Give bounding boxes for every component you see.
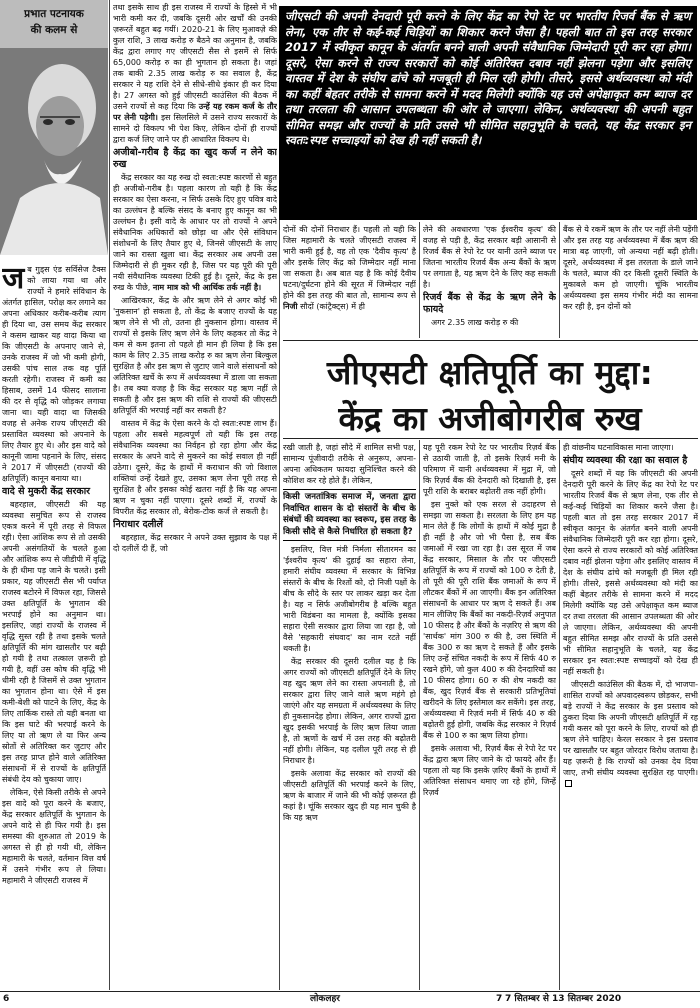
section-subhead: वादे से मुकरी केंद्र सरकार	[2, 486, 91, 497]
article-paragraph: दूसरे शब्दों में यह कि जीएसटी की अपनी देनदारी पूरी करने के लिए केंद्र का रेपो रेट पर भारतीय रिजर्व बैंक से ऋण लेना, एक तीर से कई-कई चिड़ियों का शिकार करने जैसा है। पहली बात तो इस तरह सरकार 2017 में स्वीकृत कानून के अंतर्गत बनने वाली अपनी संवैधानिक जिम्मेदारी पूरी कर रहा होगा। दूसरे, ऐसा करने से राज्य सरकारों को कोई अतिरिक्त दबाव नहीं झेलना पड़ेगा और इसलिए वास्तव में देश के संघीय ढांचे को मजबूती ही मिल रही होगी। तीसरे, इससे अर्थव्यवस्था को मंदी का कहीं बेहतर तरीके से सामना करने में मदद मिलेगी क्योंकि यह उसे अपेक्षाकृत कम ब्याज दर तथा तरलता की आसान उपलब्धता की ओर ले जाएगा। लेकिन, अर्थव्यवस्था की अपनी बहुत सीमित समझ और राज्यों के प्रति उससे भी सीमित सहानुभूति के चलते, यह केंद्र सरकार इन स्वतः:स्पष्ट सच्चाइयों को देख ही नहीं सकती है।	[563, 469, 698, 676]
lower-column-3	[283, 442, 416, 990]
lower-column-4	[423, 442, 556, 990]
column-divider	[559, 440, 560, 990]
byline-subtitle: की कलम से	[30, 24, 78, 36]
column-divider	[419, 222, 420, 338]
author-photo	[0, 48, 108, 255]
article-paragraph: अगर 2.35 लाख करोड़ रु की	[431, 318, 519, 327]
lower-column-5	[563, 442, 698, 990]
article-column-1	[2, 264, 106, 992]
headline-line-2: केंद्र का अजीबोगरीब रुख	[338, 399, 642, 438]
column-divider	[559, 222, 560, 338]
article-paragraph: केंद्र सरकार का यह रुख दो स्वतः:स्पष्ट कारणों से बहुत ही अजीबो-गरीब है। पहला कारण तो यही है कि केंद्र सरकार का ऐसा करना, न सिर्फ उसके दिए हुए पवित्र वादे का उल्लंघन है बल्कि संसद के बनाए हुए कानून का भी उल्लंघन है। इसी वादे के आधार पर तो राज्यों ने अपने संवैधानिक अधिकारों को छोड़ा था और ऐसे संविधान संशोधनों के लिए तैयार हुए थे, जिनसे जीएसटी के लाए जाने का रास्ता खुला था। केंद्र सरकार अब अपनी उस जिम्मेदारी से ही मुकर रही है, जिस पर यह पूरी की पूरी नयी संवैधानिक व्यवस्था टिकी हुई है। दूसरे, केंद्र के इस रुख के पीछे, नाम मात्र को भी आर्थिक तर्क नहीं है।	[113, 173, 277, 292]
article-paragraph: इसके अलावा केंद्र सरकार को राज्यों की जीएसटी क्षतिपूर्ति की भरपाई करने के लिए, ऋण के बाजार में जाने की भी कोई ज़रूरत ही कहां है। चूंकि सरकार खुद ही यह मान चुकी है कि यह ऋण	[283, 769, 416, 822]
publication-name: लोकलहर	[310, 994, 340, 1004]
section-subhead: निराधार दलीलें	[113, 519, 163, 530]
upper-column-5	[563, 224, 698, 336]
section-subhead: संघीय व्यवस्था की रक्षा का सवाल है	[563, 455, 688, 466]
article-paragraph: वास्तव में केंद्र के ऐसा करने के दो स्वतः:स्पष्ट लाभ हैं। पहला और सबसे महत्वपूर्ण तो यही कि इस तरह संवैधानिक व्यवस्था का निर्वहन हो रहा होगा और केंद्र सरकार के अपने वादे से मुकरने का कोई सवाल ही नहीं उठेगा। दूसरे, केंद्र के हाथों में कराधान की जो विशाल शक्तियां उन्हें देखते हुए, उसका ऋण लेना पूरी तरह से सुरक्षित है और इसका कोई खतरा नहीं है कि यह अपना ऋण न चुका नहीं पाएगा। दूसरे शब्दों में, राज्यों के विपरीत केंद्र सरकार तो, बेरोक-टोक कर्ज ले सकती है।	[113, 419, 277, 516]
drop-cap: ज	[2, 264, 25, 296]
issue-date: 7 सितम्बर से 13 सितम्बर 2020	[505, 994, 622, 1004]
page-number-right: 7	[496, 994, 503, 1004]
headline-line-1: जीएसटी क्षतिपूर्ति का मुद्दा:	[326, 353, 654, 392]
author-name: प्रभात पटनायक	[24, 8, 84, 20]
article-paragraph: तथा इसके साथ ही इस राजस्व में राज्यों के हिस्से में भी भारी कमी कर दी, जबकि दूसरी ओर खर्चों की उनकी ज़रूरतें बहुत बढ़ गयीं। 2020-21 के लिए मुआवज़े की कुल राशि, 3 लाख करोड़ रु बैठने का अनुमान है, जबकि केंद्र द्वारा लगाए गए जीएसटी सैस से इसमें से सिर्फ 65,000 करोड़ रु का ही भुगतान हो सकता है। जहां तक बाकी 2.35 लाख करोड़ रु का सवाल है, केंद्र सरकार ने यह राशि देने से सीधे-सीधे इंकार ही कर दिया है। 27 अगस्त को हुई जीएसटी काउंसिल की बैठक में उसने राज्यों से कह दिया कि उन्हें यह रकम कर्ज के तौर पर लेनी पड़ेगी। इस सिलसिले में उसने राज्य सरकारों के सामने दो विकल्प भी पेश किए, लेकिन दोनों ही राज्यों द्वारा कर्ज लिए जाने पर ही आधारित विकल्प थे।	[113, 3, 277, 144]
column-divider	[419, 440, 420, 990]
section-subhead: रिजर्व बैंक से केंद्र के ऋण लेने के फायदे	[423, 292, 556, 315]
article-paragraph: इसलिए, वित्त मंत्री निर्मला सीतारमन का 'ईश्वरीय कृत्य' की दुहाई का सहारा लेना, हमारी संघीय व्यवस्था में सरकार के विभिन्न संस्तरों के बीच के रिश्तों को, दो निजी पक्षों के बीच के सौदे के स्तर पर लाकर खड़ा कर देता है। यह न सिर्फ अजीबोगरीब है बल्कि बहुत भारी विडंबना का मामला है, क्योंकि इसका सहारा ऐसी सरकार द्वारा लिया जा रहा है, जो वैसे 'सहकारी संघवाद' का नाम रटते नहीं थकती है।	[283, 545, 416, 653]
article-paragraph: जीएसटी काउंसिल की बैठक में, दो भाजपा-शासित राज्यों को अपवादस्वरूप छोड़कर, सभी बड़े राज्यों ने केंद्र सरकार के इस प्रस्ताव को ठुकरा दिया कि अपनी जीएसटी क्षतिपूर्ति में रह गयी कसर को पूरा करने के लिए, राज्यों को ही ऋण लेने चाहिए। केरल सरकार ने इस प्रस्ताव पर खासतौर पर बहुत जोरदार विरोध जताया है। यह ज़रूरी है कि राज्यों को उनका देय दिया जाए, तभी संघीय व्यवस्था सुरक्षित रह पाएगी।	[563, 679, 698, 789]
headline-bottom-rule	[283, 438, 698, 439]
article-column-2	[113, 2, 277, 990]
article-intro: जब गुड्स एंड सर्विसेज टैक्स को लाया गया था और राज्यों ने हमारे संविधान के अंतर्गत हासिल, परोक्ष कर लगाने का अपना अधिकार करीब-करीब त्याग ही दिया था, उस समय केंद्र सरकार ने कसम खाकर यह वादा किया था कि जीएसटी के अपनाए जाने से, उनके राजस्व में जो भी कमी होगी, उसकी पांच साल तक वह पूर्ति करती रहेगी। राजस्व में कमी का हिसाब, उसमें 14 फीसद सालाना की दर से वृद्धि को जोड़कर लगाया जाना था। यही वादा था जिसकी वजह से अनेक राज्य जीएसटी की प्रस्तावित व्यवस्था को अपनाने के लिए तैयार हुए थे। और इस वादे को कानूनी जामा पहनाने के लिए, संसद ने 2017 में जीएसटी (राज्यों की क्षतिपूर्ति) कानून बनाया था।	[2, 264, 106, 483]
upper-column-3	[283, 224, 416, 336]
article-paragraph: केंद्र सरकार की दूसरी दलील यह है कि अगर राज्यों को जीएसटी क्षतिपूर्ति देने के लिए वह खुद ऋण लेने का रास्ता अपनाती है, तो सरकार द्वारा लिए जाने वाले ऋण महंगे हो जाएंगे और यह समग्रता में अर्थव्यवस्था के लिए ही नुकसानदेह होगा। लेकिन, अगर राज्यों द्वारा खुद इसकी भरपाई के लिए ऋण लिया जाता है, तो ऋणों के खर्च में उस तरह की बढ़ोतरी नहीं होगी। लेकिन, यह दलील पूरी तरह से ही निराधार है।	[283, 657, 416, 765]
highlighted-quote: किसी जनतांत्रिक समाज में, जनता द्वारा निर्वाचित शासन के दो संस्तरों के बीच के संबंधों की व्यवस्था का स्वरूप, इस तरह के किसी सौदे से कैसे निर्धारित हो सकता है?	[283, 489, 416, 541]
article-paragraph: लेकिन, ऐसे किसी तरीके से अपने इस वादे को पूरा करने के बजाए, केंद्र सरकार क्षतिपूर्ति के भुगतान के अपने वादे से ही फिर गयी है। इस समस्या की शुरुआत तो 2019 के अगस्त से ही हो गयी थी, लेकिन महामारी के चलते, वर्तमान वित्त वर्ष में उसने गंभीर रूप ले लिया। महामारी ने जीएसटी राजस्व में	[2, 788, 106, 885]
page-number-left: 6	[3, 994, 10, 1004]
article-paragraph: रखी जाती है, जहां सौदे में शामिल सभी पक्ष, सामान्य पूंजीवादी तरीके से अनुरूप, अपना-अपना अधिकतम फायदा सुनिश्चित करने की कोशिश कर रहे होते हैं। लेकिन,	[283, 443, 416, 485]
article-end-mark	[565, 780, 572, 787]
article-paragraph: ही वांछनीय घटनाविकास माना जाएगा।	[563, 443, 674, 452]
article-paragraph: बहरहाल, जीएसटी की यह व्यवस्था समुचित रूप से राजस्व एकत्र करने में पूरी तरह से विफल रही। ऐसा आंशिक रूप से तो उसकी अपनी असंगतियों के चलते हुआ और आंशिक रूप से जीडीपी में वृद्धि के ही धीमा पड़ जाने के चलते। इसी प्रकार, यह जीएसटी सैस भी पर्याप्त राजस्व बटोरने में विफल रहा, जिससे उक्त क्षतिपूर्ति के भुगतान की भरपाई होने का अनुमान था। इसलिए, जहां राज्यों के राजस्व में वृद्धि सुस्त रही है तथा इसके चलते क्षतिपूर्ति की मांग खासतौर पर बढ़ी हो गयी है तथा तत्काल ज़रूरी हो गयी है, वहीं उस कोष की वृद्धि भी धीमी रही है जिसमें से उक्त भुगतान का भुगतान होना था। ऐसे में इस कमी-बेशी को पाटने के लिए, केंद्र के लिए तार्किक रास्ते तो यही बनता था कि इस घाटे की भरपाई करने के लिए या तो ऋण ले या फिर अन्य स्रोतों से अतिरिक्त कर जुटाए और इस तरह प्राप्त होने वाले अतिरिक्त संसाधनों में से राज्यों के क्षतिपूर्ति संबंधी देय को चुकाया जाए।	[2, 500, 106, 784]
article-paragraph: इसके अलावा भी, रिज़र्व बैंक से रेपो रेट पर केंद्र द्वारा ऋण लिए जाने के दो फायदे और हैं। पहला तो यह कि इसके ज़रिए बैंकों के हाथों में अतिरिक्त संसाधन थमाए जा रहे होंगे, जिन्हें रिज़र्व	[423, 744, 556, 797]
section-subhead: अजीबो-गरीब है केंद्र का खुद कर्ज न लेने का रुख	[113, 147, 277, 170]
author-byline-box	[0, 0, 108, 48]
article-paragraph: दोनों की दोनों निराधार हैं। पहली तो यही कि जिस महामारी के चलते जीएसटी राजस्व में भारी कमी हुई है, वह तो एक 'दैवीय कृत्य' है और इसके लिए केंद्र को जिम्मेदार नहीं माना जा सकता है। अब बात यह है कि कोई दैवीय घटना/दुर्घटना होने की सूरत में जिम्मेदार नहीं होने की इस तरह की बात तो, सामान्य रूप से निजी सौदों (कांट्रैक्ट्स) में ही	[283, 225, 416, 311]
article-paragraph: इस नुक्ते को एक सरल से उदाहरण से समझा जा सकता है। सरलता के लिए हम यह मान लेते हैं कि लोगों के हाथों में कोई मुद्रा है ही नहीं है और जो भी पैसा है, सब बैंक जमाओं में रखा जा रहा है। उस सूरत में जब केंद्र सरकार, मिसाल के तौर पर जीएसटी क्षतिपूर्ति के रूप में राज्यों को 100 रु देती है, तो पूरी की पूरी राशि बैंक जमाओं के रूप में लौटकर बैंकों में आ जाएगी। बैंक इन अतिरिक्त संसाधनों के आधार पर ऋण दे सकते हैं। अब मान लीजिए कि बैंकों का नकदी-रिज़र्व अनुपात 10 फीसद है और बैंकों के नज़रिए से ऋण की 'सार्थक' मांग 300 रु की है, उस स्थिति में बैंक 300 रु का ऋण दे सकते हैं और इसके लिए उन्हें संचित नकदी के रूप में सिर्फ 40 रु रखने होंगे, जो कुल 400 रु की देनदारियों का 10 फीसद होगा। 60 रु की शेष नकदी का बैंक, खुद रिज़र्व बैंक से सरकारी प्रतिभूतियां खरीदने के लिए इस्तेमाल कर सकेंगे। इस तरह, अर्थव्यवस्था में रिज़र्व मनी में सिर्फ 40 रु की बढ़ोतरी हुई होगी, जबकि केंद्र सरकार ने रिज़र्व बैंक से 100 रु का ऋण लिया होगा।	[423, 500, 556, 740]
article-paragraph: लेने की अवधारणा 'एक ईश्वरीय कृत्य' की वजह से पड़ी है, केंद्र सरकार बड़ी आसानी से रिजर्व बैंक से रेपो रेट पर यानी उतने ब्याज पर जितना भारतीय रिजर्व बैंक अन्य बैंकों के ऋण पर लगाता है, यह ऋण देने के लिए कह सकती है।	[423, 225, 556, 289]
article-paragraph: यह पूरी रकम रेपो रेट पर भारतीय रिज़र्व बैंक से उठायी जाती है, तो इसके रिज़र्व मनी के परिमाण में यानी अर्थव्यवस्था में मुद्रा में, जो कि रिज़र्व बैंक की देनदारी को दिखाती है, इस पूरी राशि के बराबर बढ़ोतरी तक नहीं होगी।	[423, 443, 556, 496]
article-paragraph: आखिरकार, केंद्र के और ऋण लेने से अगर कोई भी 'नुकसान' हो सकता है, तो केंद्र के बजाए राज्यों के यह ऋण लेने से भी तो, उतना ही नुकसान होगा। वास्तव में राज्यों से इसके लिए ऋण लेने के लिए कहकर तो केंद्र ने कम से कम इतना तो पहले ही मान ही लिया है कि इस काम के लिए 2.35 लाख करोड़ रु का ऋण लेना बिल्कुल सुरक्षित है और इस ऋण से जुटाए जाने वाले संसाधनों को अतिरिक्त खर्चे के रूप में अर्थव्यवस्था में डाला जा सकता है। तब क्या वजह है कि केंद्र सरकार यह ऋण नहीं ले सकती है और इस ऋण की राशि से राज्यों की जीएसटी क्षतिपूर्ति की भरपाई नहीं कर सकती है?	[113, 296, 277, 415]
pull-quote-box: जीएसटी की अपनी देनदारी पूरी करने के लिए केंद्र का रेपो रेट पर भारतीय रिजर्व बैंक से ऋण लेना, एक तीर से कई-कई चिड़ियों का शिकार करने जैसा है। पहली बात तो इस तरह सरकार 2017 में स्वीकृत कानून के अंतर्गत बनने वाली अपनी संवैधानिक जिम्मेदारी पूरी कर रहा होगा। दूसरे, ऐसा करने से राज्य सरकारों को कोई अतिरिक्त दबाव नहीं झेलना पड़ेगा और इसलिए वास्तव में देश के संघीय ढांचे को मजबूती ही मिल रही होगी। तीसरे, इससे अर्थव्यवस्था को मंदी का कहीं बेहतर तरीके से सामना करने में मदद मिलेगी क्योंकि यह उसे अपेक्षाकृत कम ब्याज दर तथा तरलता की आसान उपलब्धता की ओर ले जाएगा। लेकिन, अर्थव्यवस्था की अपनी बहुत सीमित समझ और राज्यों के प्रति उससे भी सीमित सहानुभूति के चलते, यह केंद्र सरकार इन स्वतः:स्पष्ट सच्चाइयों को देख ही नहीं सकती है।	[279, 6, 697, 220]
column-divider	[279, 220, 280, 990]
column-divider	[109, 0, 110, 990]
article-paragraph: बैंक से ये रकमें ऋण के तौर पर नहीं लेनी पड़ेंगी और इस तरह यह अर्थव्यवस्था में बैंक ऋण की मात्रा बढ़ जाएगी, जो अन्यथा नहीं बढ़ी होती। दूसरे, अर्थव्यवस्था में इस तरलता के डाले जाने के चलते, ब्याज की दर किसी दूसरी स्थिति के मुकाबले कम हो जाएगी। चूंकि भारतीय अर्थव्यवस्था इस समय गंभीर मंदी का सामना कर रही है, इन दोनों को	[563, 225, 698, 311]
article-headline	[290, 350, 690, 442]
upper-column-4	[423, 224, 556, 336]
article-paragraph: बहरहाल, केंद्र सरकार ने अपने उक्त सुझाव के पक्ष में दो दलीलें दी हैं, जो	[113, 533, 277, 553]
headline-top-rule	[283, 340, 698, 341]
